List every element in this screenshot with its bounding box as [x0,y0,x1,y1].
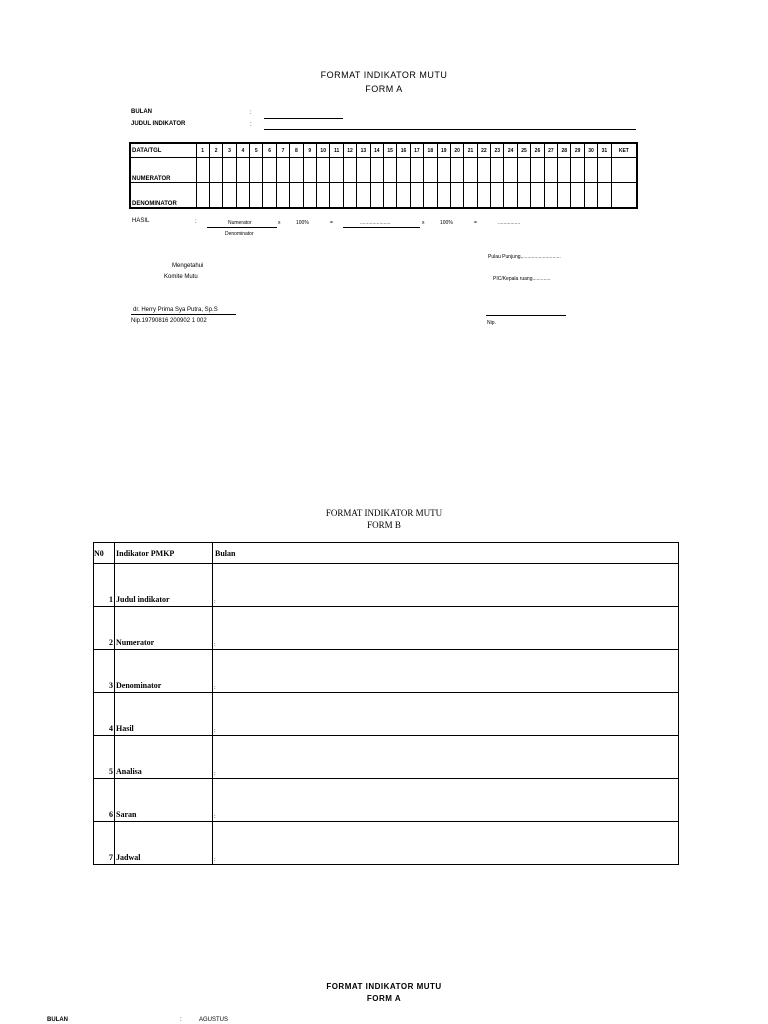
row-value-cell[interactable]: : [213,650,679,693]
denominator-row-label: DENOMINATOR [130,183,196,209]
day-header-13: 13 [357,143,370,158]
day-header-26: 26 [531,143,544,158]
bulan-header: Bulan [213,543,679,564]
no-header: N0 [94,543,115,564]
row-indicator-label: Hasil [115,693,213,736]
day-header-6: 6 [263,143,276,158]
denominator-row [130,183,637,209]
hasil-equals-1: = [330,220,333,226]
denominator-cell-28[interactable] [558,183,571,209]
numerator-cell-4[interactable] [236,158,249,183]
denominator-cell-26[interactable] [531,183,544,209]
denominator-cell-27[interactable] [544,183,557,209]
form-a2-title: FORMAT INDIKATOR MUTU [326,982,442,991]
row-number: 7 [94,822,115,865]
denominator-cell-7[interactable] [276,183,289,209]
day-header-4: 4 [236,143,249,158]
bulan2-colon: : [180,1017,182,1023]
hasil-fraction-line-2 [343,227,420,228]
numerator-cell-30[interactable] [584,158,597,183]
day-header-23: 23 [491,143,504,158]
judul-indikator-label: JUDUL INDIKATOR [131,121,186,127]
hasil-label: HASIL [132,218,150,224]
day-header-14: 14 [370,143,383,158]
denominator-cell-4[interactable] [236,183,249,209]
table-row [94,564,679,607]
day-header-17: 17 [410,143,423,158]
day-header-20: 20 [450,143,463,158]
numerator-cell-12[interactable] [343,158,356,183]
hasil-pct-1: 100% [296,220,309,226]
form-a-header-row [130,143,637,158]
numerator-cell-14[interactable] [370,158,383,183]
row-indicator-label: Numerator [115,607,213,650]
denominator-cell-1[interactable] [196,183,209,209]
numerator-cell-13[interactable] [357,158,370,183]
form-a-subtitle: FORM A [365,84,403,94]
numerator-cell-17[interactable] [410,158,423,183]
numerator-cell-31[interactable] [598,158,611,183]
numerator-cell-16[interactable] [397,158,410,183]
numerator-cell-19[interactable] [437,158,450,183]
row-number: 5 [94,736,115,779]
day-header-15: 15 [383,143,396,158]
numerator-cell-9[interactable] [303,158,316,183]
hasil-colon: : [195,219,197,225]
ket-header: KET [611,143,637,158]
day-header-18: 18 [424,143,437,158]
indikator-header: Indikator PMKP [115,543,213,564]
form-a-table [129,142,638,209]
day-header-22: 22 [477,143,490,158]
denominator-cell-22[interactable] [477,183,490,209]
hasil-fraction-line [207,227,277,228]
denominator-cell-24[interactable] [504,183,517,209]
form-a2-subtitle: FORM A [366,994,402,1003]
row-number: 4 [94,693,115,736]
row-value-cell[interactable]: : [213,736,679,779]
row-value-cell[interactable]: : [213,779,679,822]
denominator-cell-6[interactable] [263,183,276,209]
day-header-2: 2 [209,143,222,158]
bulan-label: BULAN [131,109,152,115]
signer-nip: Nip.19790816 200902 1 002 [131,318,207,324]
numerator-row-label: NUMERATOR [130,158,196,183]
denominator-cell-5[interactable] [250,183,263,209]
row-number: 2 [94,607,115,650]
day-header-8: 8 [290,143,303,158]
denominator-cell-31[interactable] [598,183,611,209]
form-b-subtitle: FORM B [367,520,401,530]
row-indicator-label: Denominator [115,650,213,693]
denominator-cell-16[interactable] [397,183,410,209]
numerator-cell-27[interactable] [544,158,557,183]
row-value-cell[interactable]: : [213,693,679,736]
hasil-times-1: x [278,220,281,226]
hasil-dots-1: ...................... [360,220,391,226]
mengetahui-label: Mengetahui [172,263,204,269]
numerator-cell-6[interactable] [263,158,276,183]
table-row [94,779,679,822]
denominator-cell-23[interactable] [491,183,504,209]
form-b-header-row [94,543,679,564]
day-header-21: 21 [464,143,477,158]
denominator-cell-18[interactable] [424,183,437,209]
numerator-cell-7[interactable] [276,158,289,183]
judul-line [264,129,636,130]
numerator-cell-26[interactable] [531,158,544,183]
numerator-cell-24[interactable] [504,158,517,183]
numerator-cell-22[interactable] [477,158,490,183]
day-header-27: 27 [544,143,557,158]
table-row [94,607,679,650]
numerator-cell-8[interactable] [290,158,303,183]
data-tgl-header: DATA/TGL [130,143,196,158]
row-number: 6 [94,779,115,822]
row-value-cell[interactable]: : [213,564,679,607]
denominator-cell-14[interactable] [370,183,383,209]
denominator-ket-cell[interactable] [611,183,637,209]
day-header-28: 28 [558,143,571,158]
numerator-cell-29[interactable] [571,158,584,183]
numerator-cell-11[interactable] [330,158,343,183]
row-number: 3 [94,650,115,693]
signer-name: dr. Herry Prima Sya Putra, Sp.S [133,307,218,313]
numerator-cell-2[interactable] [209,158,222,183]
denominator-cell-29[interactable] [571,183,584,209]
judul-colon: : [250,122,252,128]
day-header-25: 25 [517,143,530,158]
denominator-cell-25[interactable] [517,183,530,209]
numerator-cell-23[interactable] [491,158,504,183]
pic-sign-line [486,315,566,316]
row-number: 1 [94,564,115,607]
day-header-11: 11 [330,143,343,158]
bulan-colon: : [250,110,252,116]
form-a-title: FORMAT INDIKATOR MUTU [320,70,448,80]
table-row [94,736,679,779]
row-indicator-label: Judul indikator [115,564,213,607]
pic-nip: Nip. [487,320,496,326]
denominator-cell-11[interactable] [330,183,343,209]
numerator-cell-10[interactable] [317,158,330,183]
denominator-cell-8[interactable] [290,183,303,209]
bulan2-value: AGUSTUS [199,1017,229,1023]
numerator-cell-25[interactable] [517,158,530,183]
denominator-cell-10[interactable] [317,183,330,209]
row-indicator-label: Jadwal [115,822,213,865]
hasil-dots-2: ................ [498,220,521,226]
denominator-cell-12[interactable] [343,183,356,209]
day-header-31: 31 [598,143,611,158]
numerator-cell-1[interactable] [196,158,209,183]
row-indicator-label: Saran [115,779,213,822]
table-row [94,693,679,736]
numerator-cell-3[interactable] [223,158,236,183]
day-header-30: 30 [584,143,597,158]
day-header-5: 5 [250,143,263,158]
form-b-title: FORMAT INDIKATOR MUTU [325,508,443,518]
hasil-pct-2: 100% [440,220,453,226]
numerator-ket-cell[interactable] [611,158,637,183]
denominator-cell-20[interactable] [450,183,463,209]
numerator-cell-21[interactable] [464,158,477,183]
day-header-10: 10 [317,143,330,158]
table-row [94,650,679,693]
numerator-cell-20[interactable] [450,158,463,183]
denominator-cell-19[interactable] [437,183,450,209]
bulan-line [264,118,343,119]
numerator-cell-5[interactable] [250,158,263,183]
denominator-cell-9[interactable] [303,183,316,209]
komite-mutu-label: Komite Mutu [164,274,198,280]
denominator-cell-2[interactable] [209,183,222,209]
denominator-cell-15[interactable] [383,183,396,209]
pic-label: PIC/Kepala ruang............. [493,276,551,282]
day-header-3: 3 [223,143,236,158]
day-header-9: 9 [303,143,316,158]
denominator-cell-30[interactable] [584,183,597,209]
numerator-cell-18[interactable] [424,158,437,183]
denominator-cell-3[interactable] [223,183,236,209]
form-b-table [93,542,679,865]
day-header-7: 7 [276,143,289,158]
hasil-numerator: Numerator [228,220,252,226]
row-indicator-label: Analisa [115,736,213,779]
denominator-cell-13[interactable] [357,183,370,209]
numerator-row [130,158,637,183]
hasil-times-2: x [422,220,425,226]
day-header-12: 12 [343,143,356,158]
day-header-19: 19 [437,143,450,158]
numerator-cell-28[interactable] [558,158,571,183]
hasil-equals-2: = [474,220,477,226]
bulan2-label: BULAN [47,1017,68,1023]
row-value-cell[interactable]: : [213,822,679,865]
day-header-16: 16 [397,143,410,158]
table-row [94,822,679,865]
place-date: Pulau Punjung,............................ [488,254,561,260]
signer-line [131,314,236,315]
numerator-cell-15[interactable] [383,158,396,183]
day-header-24: 24 [504,143,517,158]
denominator-cell-21[interactable] [464,183,477,209]
day-header-1: 1 [196,143,209,158]
denominator-cell-17[interactable] [410,183,423,209]
row-value-cell[interactable]: : [213,607,679,650]
day-header-29: 29 [571,143,584,158]
hasil-denominator: Denominator [225,231,254,237]
